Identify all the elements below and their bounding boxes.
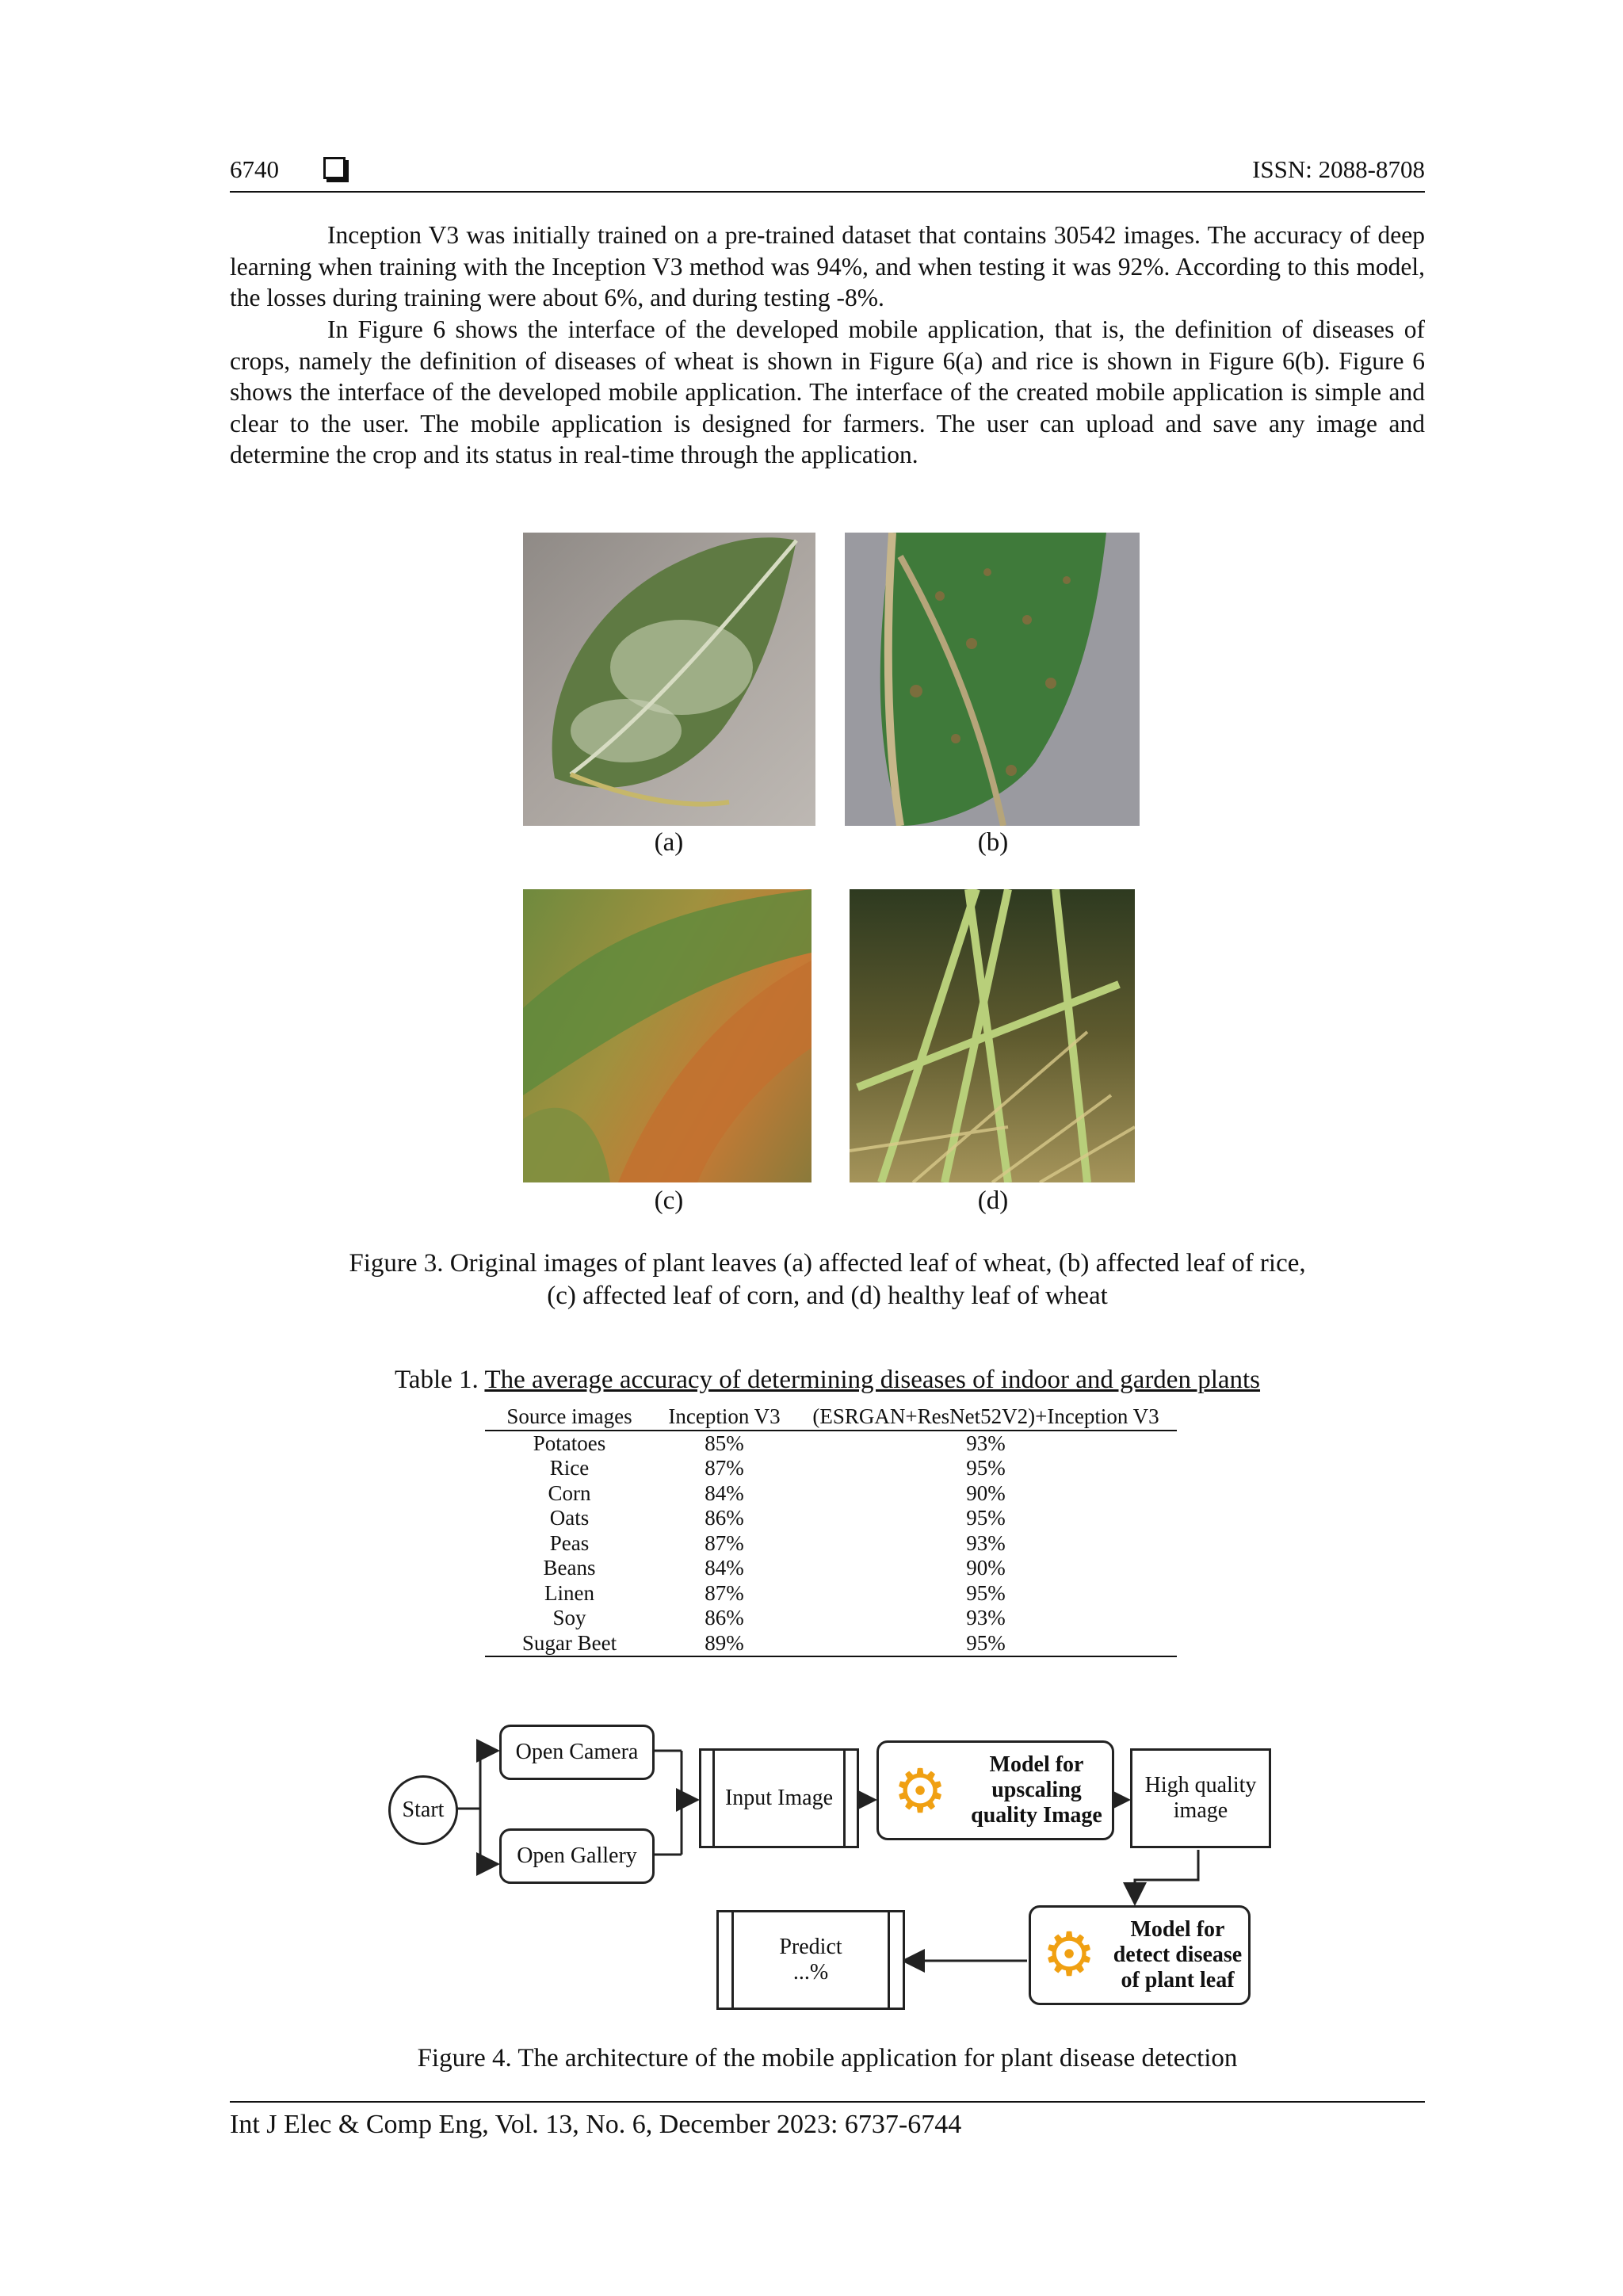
cell-inception: 87% (705, 1530, 744, 1555)
gear-icon: ⚙ (893, 1759, 948, 1825)
cell-inception: 84% (705, 1480, 744, 1505)
model-detect-line-2: detect disease (1113, 1943, 1243, 1967)
high-quality-image-node (1130, 1748, 1271, 1848)
cell-inception: 86% (705, 1606, 744, 1629)
open-camera-node (499, 1725, 655, 1780)
open-gallery-label: Open Gallery (517, 1843, 637, 1868)
open-camera-label: Open Camera (515, 1740, 639, 1764)
high-quality-line-1: High quality (1144, 1773, 1257, 1797)
cell-inception: 87% (705, 1456, 744, 1480)
start-label: Start (402, 1797, 445, 1822)
cell-combined: 93% (966, 1530, 1006, 1555)
figure-3-caption-line-2: (c) affected leaf of corn, and (d) healthy leaf of wheat (547, 1282, 1108, 1310)
cell-inception: 86% (705, 1506, 744, 1530)
cell-source: Rice (549, 1456, 590, 1480)
figure-4-caption: Figure 4. The architecture of the mobile application for plant disease detection (417, 2044, 1238, 2073)
subfigure-label-b: (b) (977, 828, 1009, 857)
cell-inception: 85% (705, 1431, 744, 1455)
footer-rule (230, 2101, 1425, 2103)
paragraph-2: In Figure 6 shows the interface of the developed mobile application, that is, the definition of diseases of crops, namely the definition of diseases of wheat is shown in Figure 6(a) and rice is shown in Figure 6(b). Figure 6 shows the interface of the developed mobile application. The interface of the created mobile application is simple and clear to the user. The mobile application is designed for farmers. The user can upload and save any image and determine the crop and its status in real-time through the application. (230, 315, 1425, 468)
table-title-text: The average accuracy of determining diseases of indoor and garden plants (484, 1366, 1261, 1394)
cell-combined: 95% (966, 1506, 1006, 1530)
cell-source: Sugar Beet (485, 1631, 654, 1657)
col-inception-v3: Inception V3 (654, 1404, 795, 1431)
cell-combined: 90% (966, 1556, 1006, 1580)
subfigure-label-c: (c) (654, 1186, 684, 1215)
predict-line-1: Predict (779, 1935, 842, 1959)
figure-3-caption-line-1: Figure 3. Original images of plant leaves (a) affected leaf of wheat, (b) affected leaf of rice, (349, 1249, 1306, 1278)
model-upscaling-node (876, 1740, 1114, 1840)
gear-icon: ⚙ (1042, 1922, 1097, 1988)
subfigure-label-d: (d) (977, 1186, 1009, 1215)
issn: ISSN: 2088-8708 (1252, 155, 1425, 183)
model-upscaling-line-3: quality Image (971, 1803, 1102, 1828)
cell-combined: 95% (795, 1631, 1177, 1657)
model-upscaling-line-2: upscaling (991, 1778, 1082, 1802)
cell-source: Potatoes (533, 1431, 606, 1455)
table-title-prefix: Table 1. (394, 1366, 485, 1394)
footer-citation: Int J Elec & Comp Eng, Vol. 13, No. 6, December 2023: 6737-6744 (230, 2110, 962, 2139)
cell-combined: 90% (966, 1480, 1006, 1505)
col-esrgan-resnet-inception: (ESRGAN+ResNet52V2)+Inception V3 (795, 1404, 1177, 1431)
cell-combined: 93% (966, 1606, 1006, 1629)
input-image-node (699, 1748, 859, 1848)
cell-source: Peas (549, 1530, 590, 1555)
cell-combined: 95% (966, 1580, 1006, 1605)
cell-source: Oats (549, 1506, 590, 1530)
cell-inception: 87% (705, 1580, 744, 1605)
cell-inception: 84% (705, 1556, 744, 1580)
paragraph-1: Inception V3 was initially trained on a pre-trained dataset that contains 30542 images. The accuracy of deep learning when training with the Inception V3 method was 94%, and when testing it was 92%. According to this model, the losses during training were about 6%, and during testing -8%. (230, 221, 1425, 311)
predict-node (716, 1910, 905, 2010)
subfigure-label-a: (a) (654, 828, 684, 857)
col-source-images: Source images (485, 1404, 654, 1431)
open-gallery-node (499, 1828, 655, 1884)
cell-combined: 95% (966, 1456, 1006, 1480)
model-detect-line-1: Model for (1130, 1917, 1225, 1942)
cell-combined: 93% (966, 1431, 1006, 1455)
cell-inception: 89% (654, 1631, 795, 1657)
predict-line-2: ...% (792, 1960, 829, 1985)
cell-source: Corn (548, 1480, 591, 1505)
start-node (388, 1775, 458, 1845)
cell-source: Linen (544, 1580, 594, 1605)
model-detect-disease-node (1029, 1905, 1251, 2005)
cell-source: Beans (543, 1556, 596, 1580)
input-image-label: Input Image (724, 1786, 834, 1810)
cell-source: Soy (552, 1606, 586, 1629)
high-quality-line-2: image (1173, 1798, 1228, 1823)
model-detect-line-3: of plant leaf (1121, 1968, 1235, 1992)
page-number: 6740 (230, 155, 279, 183)
model-upscaling-line-1: Model for (989, 1752, 1084, 1777)
